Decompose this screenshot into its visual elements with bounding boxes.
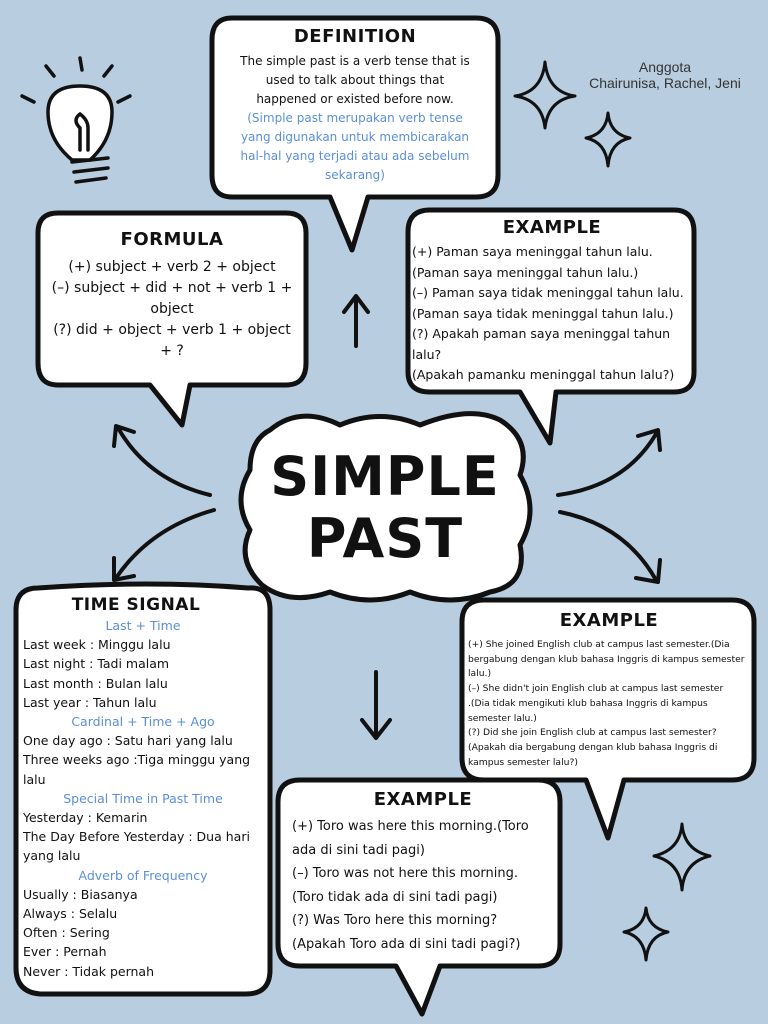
time-signal-item: Yesterday : Kemarin [23, 810, 148, 826]
definition-translation-line: yang digunakan untuk membicarakan [240, 130, 470, 144]
arrow-to-formula [114, 426, 210, 495]
example3-line: (+) Toro was here this morning.(Toro [292, 819, 529, 834]
example1-line: (Paman saya tidak meninggal tahun lalu.) [412, 305, 674, 321]
sparkle-star-icon [624, 908, 668, 960]
arrow-to-example2 [560, 512, 660, 582]
example1-line: (–) Paman saya tidak meninggal tahun lalu. [412, 285, 684, 300]
example2-line: (–) She didn't join English club at campus last semester [468, 683, 724, 695]
formula-line: object [150, 301, 194, 317]
example2-line: (Apakah dia bergabung dengan klub bahasa Inggris di [468, 741, 718, 753]
arrow-to-example1 [558, 430, 660, 495]
definition-line: The simple past is a verb tense that is [240, 54, 470, 68]
definition-text [216, 26, 494, 185]
time-signal-group-heading: Special Time in Past Time [63, 790, 223, 806]
example2-line: (+) She joined English club at campus last semester.(Dia [468, 639, 730, 650]
arrow-to-example3 [362, 672, 390, 738]
sparkle-star-icon [654, 824, 710, 890]
example2-title: EXAMPLE [559, 610, 659, 631]
definition-title: DEFINITION [293, 26, 417, 47]
example2-line: kampus semester lalu?) [468, 756, 578, 768]
arrow-to-definition [344, 296, 368, 346]
lightbulb-icon [22, 58, 130, 182]
example2-line: .(Dia tidak mengikuti klub bahasa Inggris di kampus [468, 697, 708, 709]
example1-text [412, 217, 692, 386]
members-label [589, 59, 741, 91]
definition-line: happened or existed before now. [256, 92, 454, 106]
example1-line: (Paman saya meninggal tahun lalu.) [412, 264, 639, 280]
formula-title: FORMULA [120, 229, 224, 250]
formula-text [42, 228, 302, 362]
sparkle-star-icon [515, 62, 575, 128]
time-signal-item: Usually : Biasanya [23, 886, 138, 902]
example1-line: lalu? [412, 346, 442, 362]
example3-text [292, 788, 554, 956]
center-title [250, 446, 520, 570]
time-signal-group-heading: Last + Time [105, 618, 181, 633]
sparkle-star-icon [586, 113, 630, 166]
example3-title: EXAMPLE [373, 789, 473, 810]
time-signal-item: Often : Sering [23, 925, 110, 941]
center-title-line: SIMPLE [270, 445, 500, 508]
time-signal-item: Three weeks ago :Tiga minggu yang [23, 752, 251, 768]
definition-translation-line: sekarang) [325, 168, 385, 182]
example2-text [468, 610, 750, 770]
arrow-to-time-signal [114, 510, 214, 580]
example2-line: lalu.) [468, 668, 492, 680]
time-signal-item: The Day Before Yesterday : Dua hari [23, 829, 250, 845]
example3-line: ada di sini tadi pagi) [292, 842, 425, 858]
time-signal-item: yang lalu [23, 848, 81, 864]
time-signal-item: Last week : Minggu lalu [23, 637, 171, 653]
time-signal-item: Always : Selalu [23, 906, 118, 922]
example2-line: semester lalu.) [468, 712, 537, 724]
time-signal-item: Ever : Pernah [23, 944, 107, 960]
time-signal-item: Last year : Tahun lalu [23, 694, 157, 710]
example1-line: (+) Paman saya meninggal tahun lalu. [412, 244, 653, 259]
definition-translation-line: (Simple past merupakan verb tense [247, 111, 463, 125]
time-signal-group-heading: Cardinal + Time + Ago [71, 714, 215, 730]
example3-line: (Toro tidak ada di sini tadi pagi) [292, 889, 498, 905]
time-signal-item: lalu [23, 771, 46, 787]
formula-line: (+) subject + verb 2 + object [68, 259, 276, 275]
formula-line: + ? [160, 343, 184, 359]
time-signal-group-heading: Adverb of Frequency [78, 867, 208, 883]
time-signal-item: Last month : Bulan lalu [23, 675, 168, 691]
time-signal-item: Never : Tidak pernah [23, 963, 155, 979]
example1-line: (?) Apakah paman saya meninggal tahun [412, 326, 671, 341]
example1-line: (Apakah pamanku meninggal tahun lalu?) [412, 367, 675, 382]
example2-line: (?) Did she join English club at campus last semester? [468, 727, 717, 739]
example3-line: (Apakah Toro ada di sini tadi pagi?) [292, 936, 521, 952]
time-signal-item: Last night : Tadi malam [23, 656, 170, 672]
definition-translation-line: hal-hal yang terjadi atau ada sebelum [240, 149, 470, 163]
example3-line: (?) Was Toro here this morning? [292, 913, 498, 928]
example1-title: EXAMPLE [502, 217, 602, 238]
members-heading: Anggota [638, 59, 692, 75]
formula-line: (?) did + object + verb 1 + object [53, 322, 291, 338]
formula-line: (–) subject + did + not + verb 1 + [51, 280, 293, 296]
example3-line: (–) Toro was not here this morning. [292, 866, 519, 881]
example2-line: bergabung dengan klub bahasa Inggris di kampus semester [468, 653, 745, 665]
time-signal-text [23, 594, 263, 981]
time-signal-title: TIME SIGNAL [71, 595, 201, 615]
members-names: Chairunisa, Rachel, Jeni [589, 75, 741, 91]
definition-line: used to talk about things that [265, 73, 445, 87]
time-signal-item: One day ago : Satu hari yang lalu [23, 733, 233, 749]
center-title-line: PAST [306, 507, 464, 570]
